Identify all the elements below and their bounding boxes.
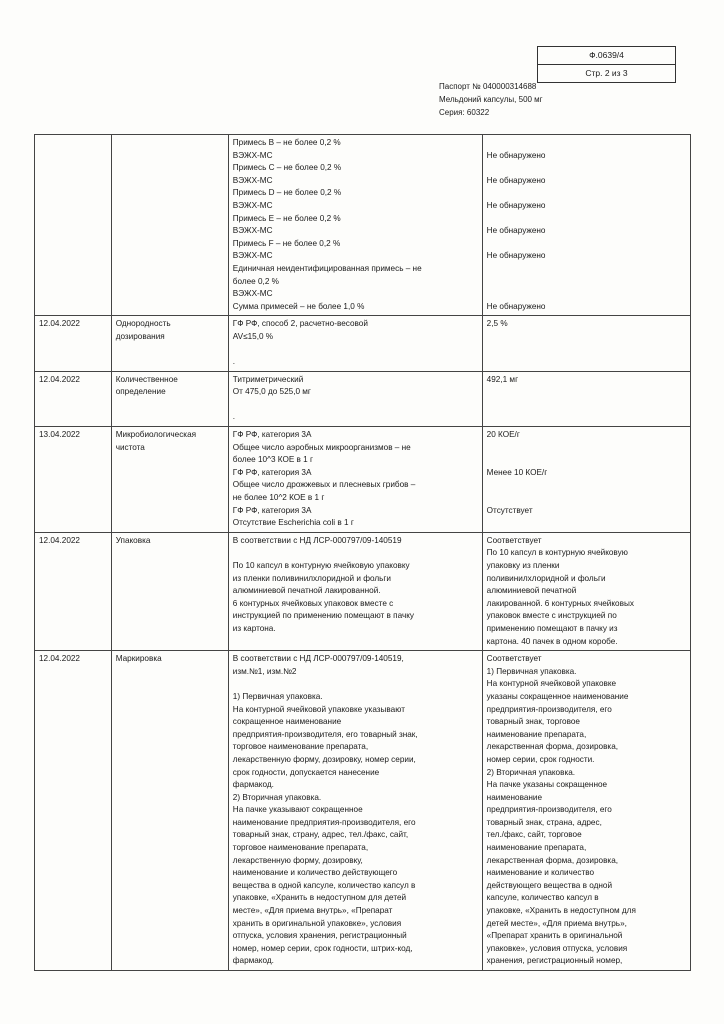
- norm-line: .: [232, 412, 236, 422]
- norm-line: отпуска, условия хранения, регистрационный: [232, 931, 407, 941]
- norm-line: .: [232, 357, 236, 367]
- parameter-line: Количественное: [115, 374, 178, 384]
- result-line: упаковок вместе с инструкцией по: [486, 611, 617, 621]
- norm-line: Отсутствие Escherichia coli в 1 г: [232, 518, 354, 528]
- table-row: [35, 532, 691, 650]
- test-result: [482, 135, 690, 316]
- norm-line: из картона.: [232, 623, 276, 633]
- result-line: [487, 479, 686, 492]
- norm-line: ВЭЖХ-МС: [232, 251, 273, 261]
- norm-line: ВЭЖХ-МС: [232, 289, 273, 299]
- result-line: поливинилхлоридной и фольги: [486, 573, 606, 583]
- form-code: Ф.0639/4: [589, 50, 624, 60]
- result-line: [487, 213, 686, 226]
- form-code-box: [537, 46, 676, 83]
- norm-line: ГФ РФ, категория 3А: [232, 505, 312, 515]
- norm-line: Примесь E – не более 0,2 %: [232, 213, 341, 223]
- result-line: Не обнаружено: [486, 200, 546, 210]
- norm-line: хранить в оригинальной упаковке», условия: [232, 918, 402, 928]
- norm-line: [233, 399, 478, 412]
- result-line: упаковке», условия отпуска, условия: [486, 943, 628, 953]
- passport-number: Паспорт № 040000314688: [439, 82, 537, 91]
- norm-line: алюминиевой печатной лакированной.: [232, 586, 381, 596]
- norm-line: торговое наименование препарата,: [232, 742, 369, 752]
- norm-line: сокращенное наименование: [232, 717, 342, 727]
- product-name: Мельдоний капсулы, 500 мг: [439, 95, 543, 104]
- result-line: На пачке указаны сокращенное: [486, 780, 608, 790]
- result-line: действующего вещества в одной: [486, 880, 613, 890]
- norm-line: ВЭЖХ-МС: [232, 226, 273, 236]
- parameter-line: чистота: [115, 442, 145, 452]
- test-date: 13.04.2022: [35, 427, 112, 533]
- result-line: товарный знак, страна, адрес,: [486, 817, 602, 827]
- norm-line: Примесь C – не более 0,2 %: [232, 163, 342, 173]
- result-line: [487, 187, 686, 200]
- norm-line: По 10 капсул в контурную ячейковую упаковку: [232, 561, 410, 570]
- norm-line: товарный знак, страну, адрес, тел./факс, сайт,: [232, 830, 409, 840]
- norm-line: наименование предприятия-производителя, его: [232, 817, 416, 827]
- result-line: [487, 162, 686, 175]
- norm-line: Общее число аэробных микроорганизмов – не: [232, 442, 411, 452]
- result-line: Не обнаружено: [486, 226, 546, 236]
- result-line: хранения, регистрационный номер,: [486, 956, 623, 966]
- result-line: применению помещают в пачку из: [486, 623, 618, 633]
- result-line: лекарственная форма, дозировка,: [486, 742, 619, 752]
- norm-line: От 475,0 до 525,0 мг: [232, 387, 311, 397]
- norm-line: не более 10^2 КОЕ в 1 г: [232, 493, 325, 503]
- norm-line: предприятия-производителя, его товарный знак,: [232, 729, 418, 739]
- parameter-line: Микробиологическая: [115, 430, 197, 440]
- norm-line: [233, 547, 478, 560]
- norm-line: В соответствии с НД ЛСР-000797/09-140519,: [232, 654, 404, 664]
- norm-line: лекарственную форму, дозировку,: [232, 855, 363, 865]
- result-line: По 10 капсул в контурную ячейковую: [486, 548, 628, 558]
- norm-line: 2) Вторичная упаковка.: [232, 792, 322, 802]
- norm-line: лекарственную форму, дозировку, номер серии,: [232, 754, 416, 764]
- norm-line: Примесь D – не более 0,2 %: [232, 188, 342, 198]
- norm-line: [233, 344, 478, 357]
- norm-line: На пачке указывают сокращенное: [232, 805, 363, 815]
- norm-line: изм.№1, изм.№2: [232, 666, 297, 676]
- norm-line: Общее число дрожжевых и плесневых грибов –: [232, 480, 416, 490]
- test-result: [482, 532, 690, 650]
- test-norm: [228, 651, 482, 971]
- result-line: Не обнаружено: [486, 150, 546, 160]
- result-line: Не обнаружено: [486, 301, 546, 311]
- result-line: На контурной ячейковой упаковке: [486, 679, 617, 689]
- test-parameter: [111, 371, 228, 426]
- result-line: алюминиевой печатной: [486, 586, 577, 596]
- norm-line: более 0,2 %: [232, 276, 279, 286]
- parameter-line: Упаковка: [115, 535, 151, 545]
- result-line: наименование: [486, 792, 543, 802]
- result-line: [487, 454, 686, 467]
- norm-line: ГФ РФ, способ 2, расчетно-весовой: [232, 319, 368, 329]
- norm-line: вещества в одной капсуле, количество капсул в: [232, 880, 416, 890]
- norm-line: торговое наименование препарата,: [232, 843, 369, 853]
- result-line: товарный знак, торговое: [486, 717, 580, 727]
- page-number: Стр. 2 из 3: [538, 64, 675, 82]
- result-line: 1) Первичная упаковка.: [486, 666, 577, 676]
- norm-line: Титриметрический: [232, 374, 304, 384]
- test-norm: [228, 316, 482, 371]
- result-line: лакированной. 6 контурных ячейковых: [486, 598, 634, 608]
- table-row: [35, 427, 691, 533]
- test-date: 12.04.2022: [35, 371, 112, 426]
- table-row: [35, 371, 691, 426]
- norm-line: ВЭЖХ-МС: [232, 200, 273, 210]
- result-line: капсуле, количество капсул в: [486, 893, 599, 903]
- result-line: Соответствует: [486, 535, 542, 545]
- norm-line: более 10^3 КОЕ в 1 г: [232, 455, 314, 465]
- test-norm: [228, 371, 482, 426]
- norm-line: из пленки поливинилхлоридной и фольги: [232, 573, 391, 583]
- result-line: упаковке, «Хранить в недоступном для: [486, 906, 636, 916]
- result-line: Менее 10 КОЕ/г: [486, 467, 548, 477]
- result-line: лекарственная форма, дозировка,: [486, 855, 619, 865]
- test-norm: [228, 427, 482, 533]
- norm-line: инструкцией по применению помещают в пачку: [232, 611, 415, 621]
- norm-line: AV≤15,0 %: [232, 331, 274, 341]
- result-line: Отсутствует: [486, 505, 533, 515]
- test-result: [482, 371, 690, 426]
- result-line: 492,1 мг: [486, 374, 519, 384]
- result-line: Не обнаружено: [486, 251, 546, 261]
- test-norm: [228, 532, 482, 650]
- result-line: наименование препарата,: [486, 843, 587, 853]
- result-line: [487, 238, 686, 251]
- parameter-line: Маркировка: [115, 654, 162, 664]
- norm-line: Сумма примесей – не более 1,0 %: [232, 301, 365, 311]
- result-line: картона. 40 пачек в одном коробе.: [486, 636, 618, 646]
- result-line: Соответствует: [486, 654, 542, 664]
- norm-line: упаковке, «Хранить в недоступном для детей: [232, 893, 407, 903]
- table-row: [35, 135, 691, 316]
- norm-line: Примесь B – не более 0,2 %: [232, 138, 341, 147]
- passport-header: [439, 80, 543, 119]
- norm-line: номер, номер серии, срок годности, штрих-код,: [232, 943, 413, 953]
- result-line: 20 КОЕ/г: [486, 430, 520, 440]
- test-date: 12.04.2022: [35, 316, 112, 371]
- test-date: 12.04.2022: [35, 651, 112, 971]
- result-line: предприятия-производителя, его: [486, 704, 612, 714]
- norm-line: 1) Первичная упаковка.: [232, 691, 323, 701]
- norm-line: фармакод.: [232, 956, 274, 966]
- result-line: предприятия-производителя, его: [486, 805, 612, 815]
- norm-line: На контурной ячейковой упаковке указывают: [232, 704, 405, 714]
- test-result: [482, 316, 690, 371]
- norm-line: ВЭЖХ-МС: [232, 175, 273, 185]
- test-result: [482, 427, 690, 533]
- result-line: [487, 492, 686, 505]
- norm-line: ГФ РФ, категория 3А: [232, 467, 312, 477]
- norm-line: срок годности, допускается нанесение: [232, 767, 380, 777]
- test-results-table: [34, 134, 691, 971]
- test-parameter: [111, 316, 228, 371]
- parameter-line: определение: [115, 387, 166, 397]
- test-date: [35, 135, 112, 316]
- norm-line: Примесь F – не более 0,2 %: [232, 238, 341, 248]
- test-date: 12.04.2022: [35, 532, 112, 650]
- result-line: Не обнаружено: [486, 175, 546, 185]
- test-norm: [228, 135, 482, 316]
- result-line: 2,5 %: [486, 319, 508, 329]
- norm-line: фармакод.: [232, 780, 274, 790]
- table-row: [35, 651, 691, 971]
- result-line: наименование препарата,: [486, 729, 587, 739]
- norm-line: 6 контурных ячейковых упаковок вместе с: [232, 598, 394, 608]
- test-parameter: [111, 427, 228, 533]
- result-line: тел./факс, сайт, торговое: [486, 830, 582, 840]
- result-line: [487, 442, 686, 455]
- norm-line: Единичная неидентифицированная примесь – не: [232, 263, 422, 273]
- test-parameter: [111, 532, 228, 650]
- norm-line: ВЭЖХ-МС: [232, 150, 273, 160]
- result-line: [487, 276, 686, 289]
- result-line: [487, 137, 686, 150]
- norm-line: В соответствии с НД ЛСР-000797/09-140519: [232, 535, 402, 545]
- series-number: Серия: 60322: [439, 108, 490, 117]
- norm-line: [233, 678, 478, 691]
- table-row: [35, 316, 691, 371]
- norm-line: месте», «Для приема внутрь», «Препарат: [232, 906, 393, 916]
- norm-line: ГФ РФ, категория 3А: [232, 430, 312, 440]
- result-line: 2) Вторичная упаковка.: [486, 767, 576, 777]
- test-result: [482, 651, 690, 971]
- parameter-line: Однородность: [115, 319, 171, 329]
- test-parameter: [111, 135, 228, 316]
- result-line: упаковку из пленки: [486, 561, 560, 570]
- parameter-line: дозирования: [115, 331, 165, 341]
- result-line: наименование и количество: [486, 868, 595, 878]
- result-line: [487, 263, 686, 276]
- norm-line: наименование и количество действующего: [232, 868, 398, 878]
- result-line: номер серии, срок годности.: [486, 754, 595, 764]
- result-line: «Препарат хранить в оригинальной: [486, 931, 623, 941]
- result-line: [487, 288, 686, 301]
- result-line: указаны сокращенное наименование: [486, 691, 629, 701]
- test-parameter: [111, 651, 228, 971]
- result-line: детей месте», «Для приема внутрь»,: [486, 918, 627, 928]
